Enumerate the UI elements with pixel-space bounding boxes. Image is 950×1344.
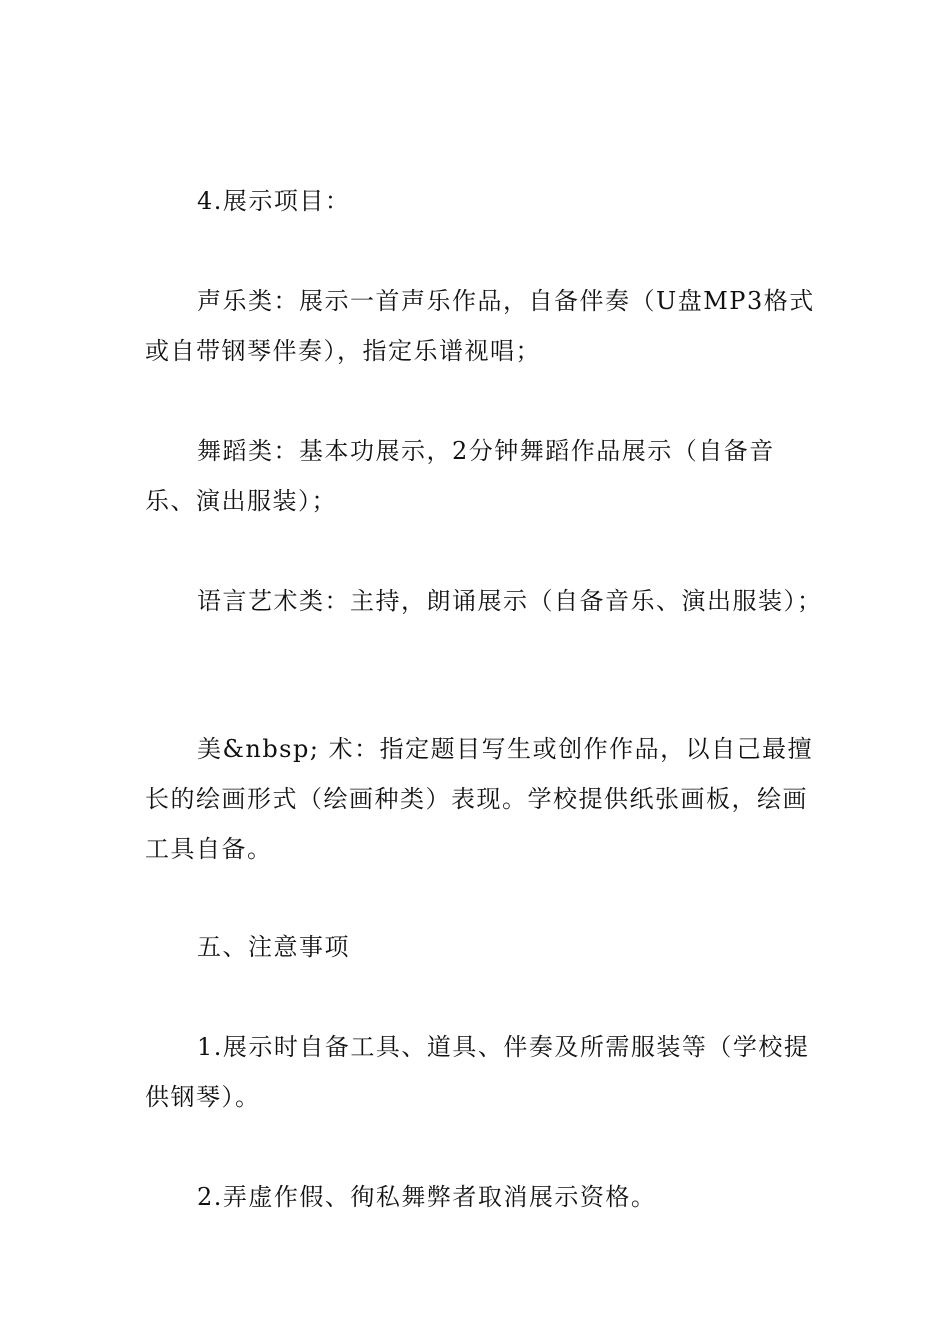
- paragraph-note-2: 2.弄虚作假、徇私舞弊者取消展示资格。: [197, 1183, 657, 1211]
- section-heading-notes: 五、注意事项: [197, 933, 350, 961]
- paragraph-vocal: 声乐类：展示一首声乐作品，自备伴奏（U盘MP3格式或自带钢琴伴奏），指定乐谱视唱；: [145, 287, 815, 365]
- paragraph-fine-arts: 美&nbsp; 术：指定题目写生或创作作品，以自己最擅长的绘画形式（绘画种类）表现。学校提供纸张画板，绘画工具自备。: [145, 735, 814, 863]
- paragraph-dance: 舞蹈类：基本功展示，2分钟舞蹈作品展示（自备音乐、演出服装）；: [145, 437, 775, 515]
- paragraph-note-1: 1.展示时自备工具、道具、伴奏及所需服装等（学校提供钢琴）。: [145, 1033, 810, 1111]
- paragraph-language-arts: 语言艺术类：主持，朗诵展示（自备音乐、演出服装）；: [197, 587, 823, 615]
- paragraph-show-items-heading: 4.展示项目：: [197, 187, 351, 215]
